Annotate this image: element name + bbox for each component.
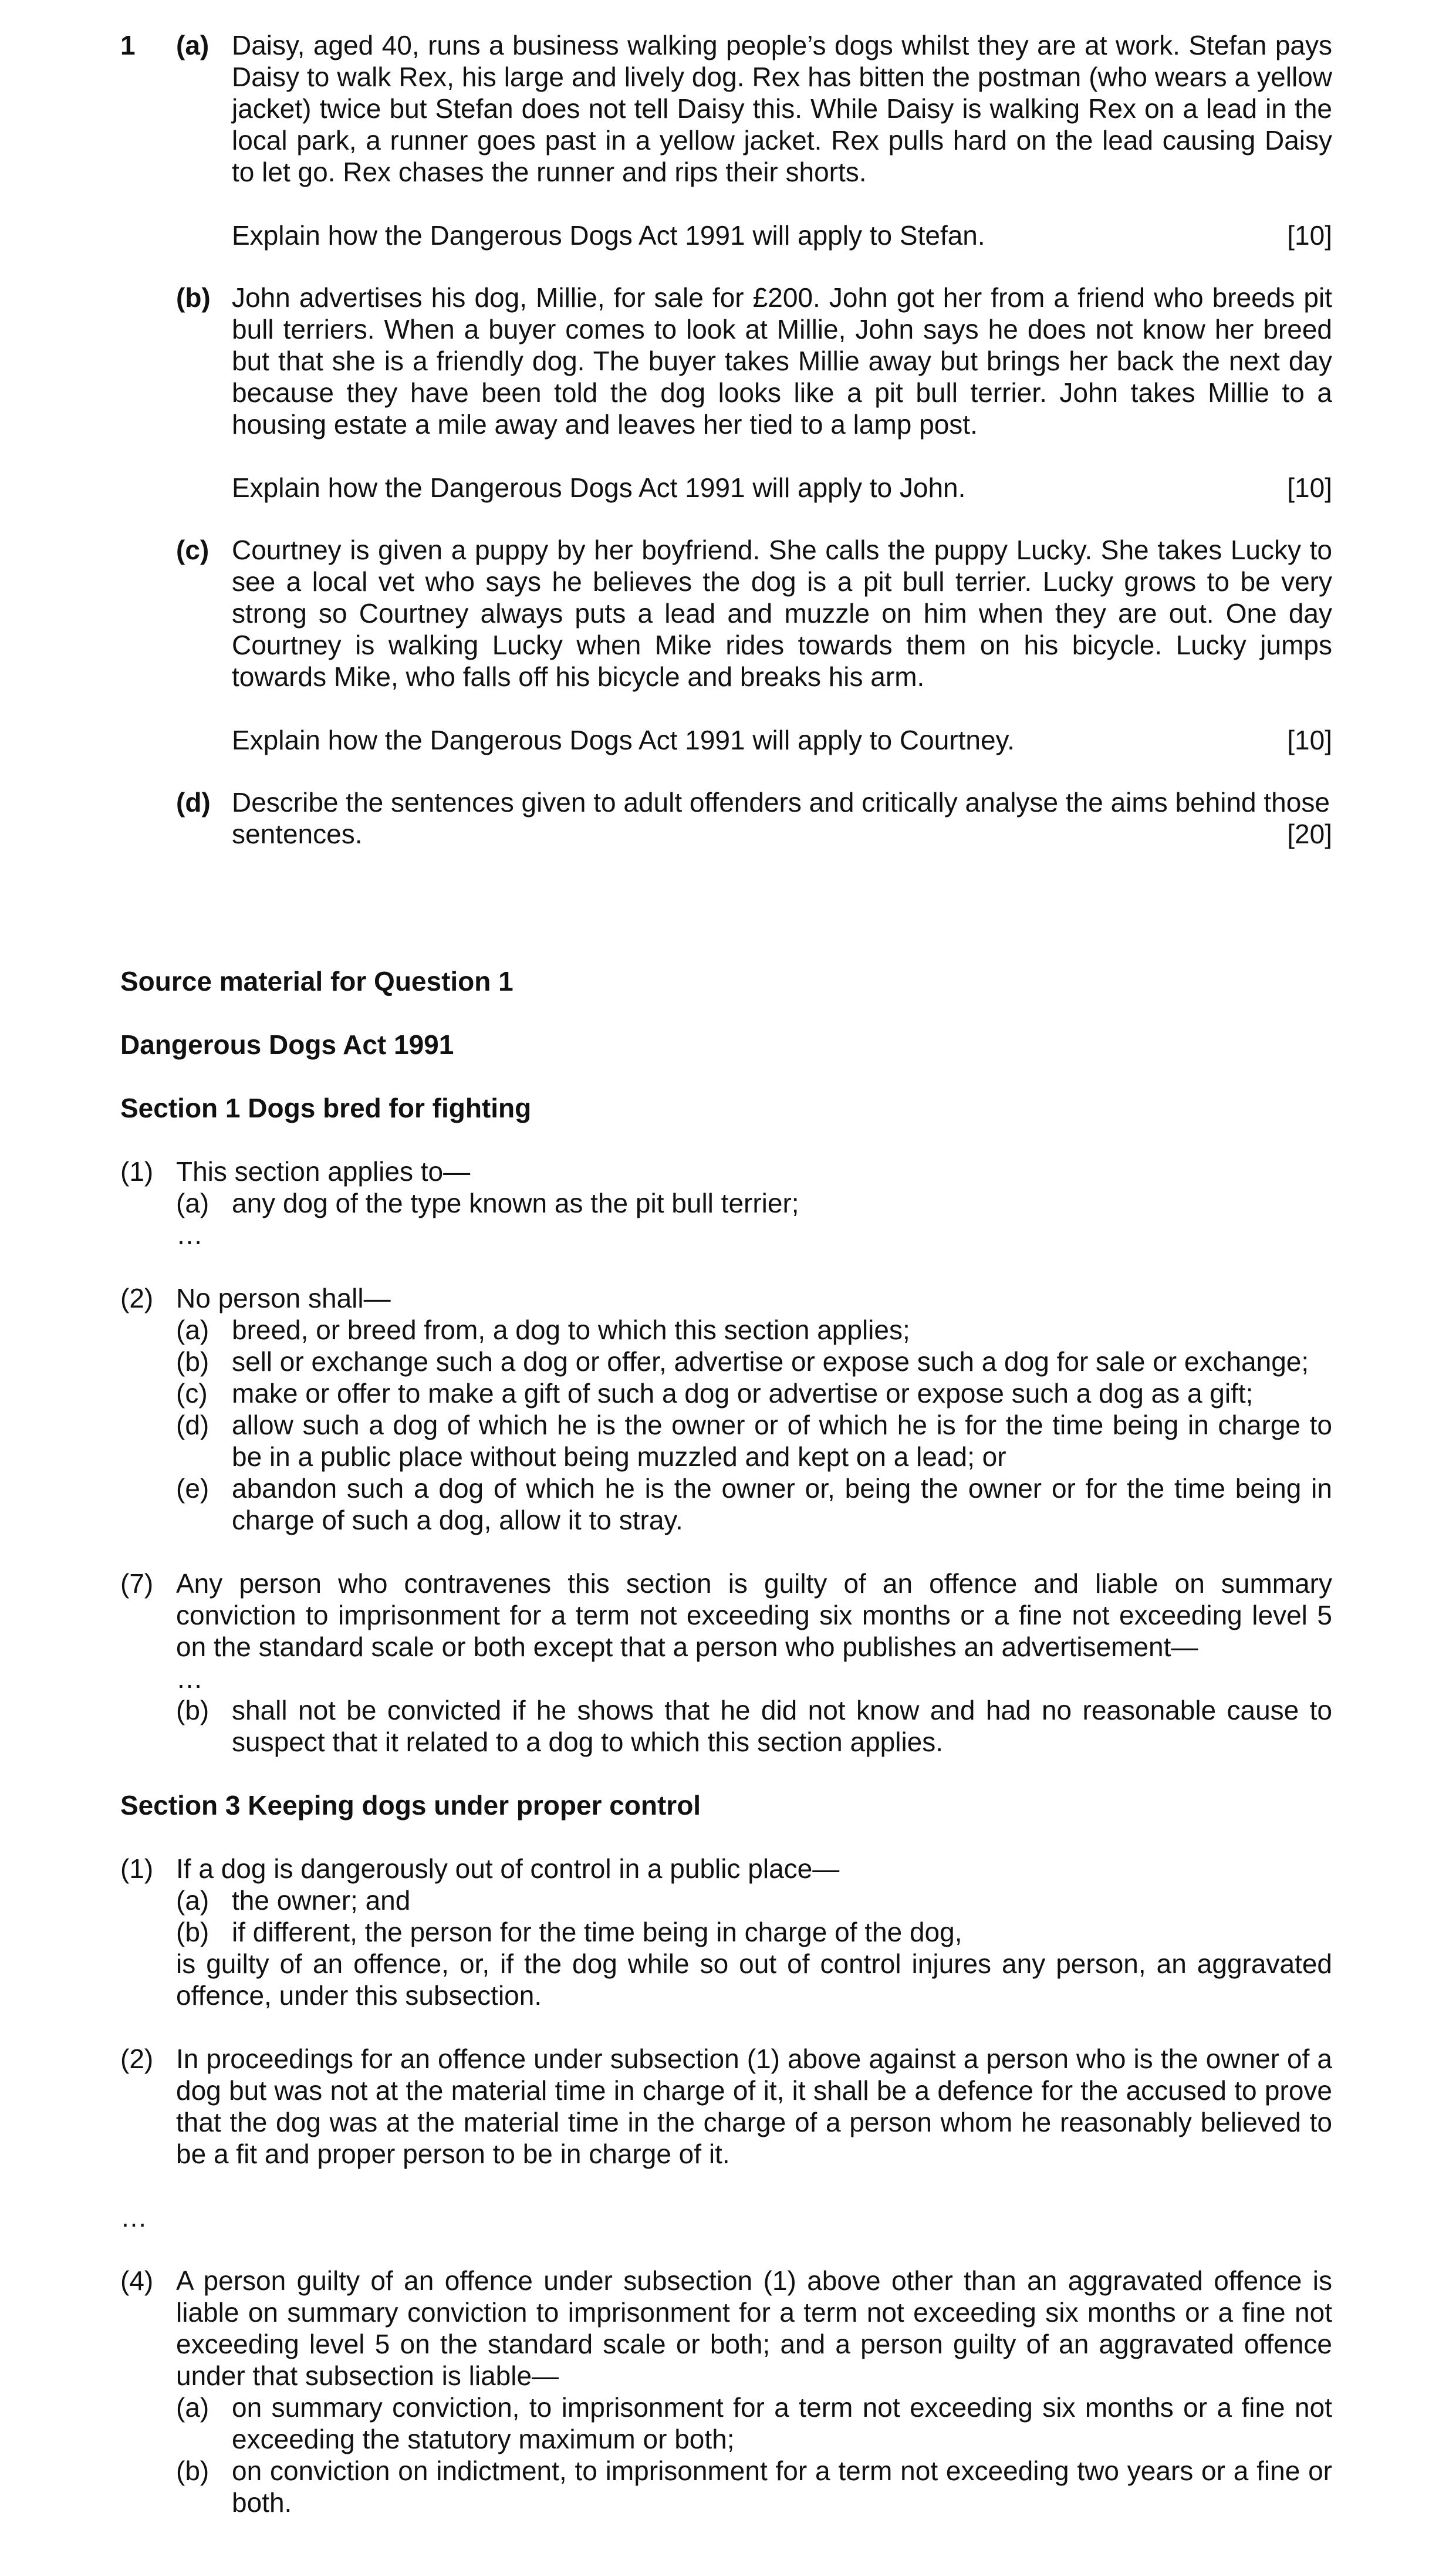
subsection-intro: A person guilty of an offence under subsection (1) above other than an aggravated offence is liable on summary conviction to imprisonment for a term not exceeding six months or a fine not exceeding level 5 on the standard scale or both; and a person guilty of an aggravated offence under that subsection is liable— [176,2265,1332,2391]
item-text: make or offer to make a gift of such a dog or advertise or expose such a dog as a gift; [232,1378,1254,1409]
item-text: on summary conviction, to imprisonment for a term not exceeding six months or a fine not exceeding the statutory maximum or both; [232,2392,1332,2454]
subsection-text: In proceedings for an offence under subsection (1) above against a person who is the owner of a dog but was not at the material time in charge of it, it shall be a defence for the accused to prove that the dog was at the material time in the charge of a person whom he reasonably believed to be a fit and proper person to be in charge of it. [176,2044,1332,2169]
list-item [176,1314,1332,1346]
item-label: (a) [176,1885,210,1916]
list-item [176,2455,1332,2518]
item-label: (b) [176,1917,210,1947]
marks: [10] [1287,725,1332,755]
marks: [20] [1287,819,1332,849]
item-text: allow such a dog of which he is the owner or of which he is for the time being in charge to be in a public place without being muzzled and kept on a lead; or [232,1410,1332,1472]
task-text: Explain how the Dangerous Dogs Act 1991 will apply to John. [232,472,966,503]
task-text: Explain how the Dangerous Dogs Act 1991 will apply to Stefan. [232,220,985,251]
part-c [176,534,1332,756]
subsection [120,1853,1332,2011]
subsection-intro: Any person who contravenes this section is guilty of an offence and liable on summary conviction to imprisonment for a term not exceeding six months or a fine not exceeding level 5 on the standard scale or both except that a person who publishes an advertisement— [176,1568,1332,1662]
section-3-heading: Section 3 Keeping dogs under proper control [120,1790,701,1821]
scenario-text: John advertises his dog, Millie, for sale for £200. John got her from a friend who breeds pit bull terriers. When a buyer comes to look at Millie, John says he does not know her breed but that she is a friendly dog. The buyer takes Millie away but brings her back the next day because they have been told the dog looks like a pit bull terrier. John takes Millie to a housing estate a mile away and leaves her tied to a lamp post. [232,282,1332,440]
subsection [120,1156,1332,1251]
item-label: (e) [176,1473,210,1504]
part-label: (b) [176,282,211,313]
item-text: on conviction on indictment, to imprisonment for a term not exceeding two years or a fine or both. [232,2456,1332,2518]
ellipsis: … [176,1220,203,1250]
item-label: (b) [176,1695,210,1725]
item-label: (d) [176,1410,210,1440]
item-label: (a) [176,1188,210,1218]
subsection-number: (1) [120,1853,154,1884]
part-d [176,786,1332,850]
marks: [10] [1287,220,1332,251]
marks: [10] [1287,472,1332,503]
source-heading: Source material for Question 1 [120,966,514,997]
question-1 [120,29,1332,880]
part-label: (a) [176,30,210,60]
part-label: (c) [176,535,210,565]
act-title: Dangerous Dogs Act 1991 [120,1029,454,1060]
item-label: (b) [176,2456,210,2486]
subsection [120,2265,1332,2518]
task-line [232,219,1332,251]
task-line [232,472,1332,504]
task-text-line-1: Describe the sentences given to adult offenders and critically analyse the aims behind those [232,787,1330,818]
item-label: (c) [176,1378,208,1409]
subsection [120,1282,1332,1536]
task-line [232,724,1332,756]
list-item [176,1472,1332,1536]
subsection-intro: This section applies to— [176,1156,471,1187]
subsection [120,2043,1332,2170]
item-label: (b) [176,1346,210,1377]
subsection-number: (1) [120,1156,154,1187]
item-text: shall not be convicted if he shows that he did not know and had no reasonable cause to suspect that it related to a dog to which this section applies. [232,1695,1332,1757]
part-label: (d) [176,787,211,818]
section-1-heading: Section 1 Dogs bred for fighting [120,1093,532,1123]
task-text: Explain how the Dangerous Dogs Act 1991 will apply to Courtney. [232,725,1015,755]
exam-page [120,29,1332,2550]
subsection-number: (7) [120,1568,154,1599]
list-item [176,1409,1332,1472]
scenario-text: Daisy, aged 40, runs a business walking people’s dogs whilst they are at work. Stefan pays Daisy to walk Rex, his large and lively dog. Rex has bitten the postman (who wears a yellow jacket) twice but Stefan does not tell Daisy this. While Daisy is walking Rex on a lead in the local park, a runner goes past in a yellow jacket. Rex pulls hard on the lead causing Daisy to let go. Rex chases the runner and rips their shorts. [232,30,1332,187]
question-number: 1 [120,30,136,60]
item-text: sell or exchange such a dog or offer, advertise or expose such a dog for sale or exchange; [232,1346,1309,1377]
list-item [176,1187,1332,1219]
ellipsis: … [176,1663,203,1694]
item-text: the owner; and [232,1885,411,1916]
part-b [176,282,1332,504]
subsection-outro: is guilty of an offence, or, if the dog while so out of control injures any person, an aggravated offence, under this subsection. [176,1948,1332,2011]
item-text: abandon such a dog of which he is the owner or, being the owner or for the time being in charge of such a dog, allow it to stray. [232,1473,1332,1535]
list-item [176,2392,1332,2455]
list-item [176,1884,1332,1916]
part-a [176,29,1332,251]
subsection-number: (4) [120,2265,154,2296]
subsection-number: (2) [120,1283,154,1313]
list-item [176,1694,1332,1758]
item-label: (a) [176,1315,210,1345]
subsection-intro: If a dog is dangerously out of control in a public place— [176,1853,840,1884]
subsection-number: (2) [120,2044,154,2074]
scenario-text: Courtney is given a puppy by her boyfriend. She calls the puppy Lucky. She takes Lucky to see a local vet who says he believes the dog is a pit bull terrier. Lucky grows to be very strong so Courtney always puts a lead and muzzle on him when they are out. One day Courtney is walking Lucky when Mike rides towards them on his bicycle. Lucky jumps towards Mike, who falls off his bicycle and breaks his arm. [232,535,1332,692]
item-text: if different, the person for the time being in charge of the dog, [232,1917,962,1947]
list-item [176,1916,1332,1948]
item-text: any dog of the type known as the pit bull terrier; [232,1188,799,1218]
subsection-intro: No person shall— [176,1283,391,1313]
list-item [176,1377,1332,1409]
item-label: (a) [176,2392,210,2423]
ellipsis: … [120,2202,147,2232]
subsection [120,1568,1332,1758]
task-text-line-2: sentences. [232,819,363,849]
list-item [176,1346,1332,1377]
task-line [232,818,1332,850]
item-text: breed, or breed from, a dog to which this section applies; [232,1315,910,1345]
